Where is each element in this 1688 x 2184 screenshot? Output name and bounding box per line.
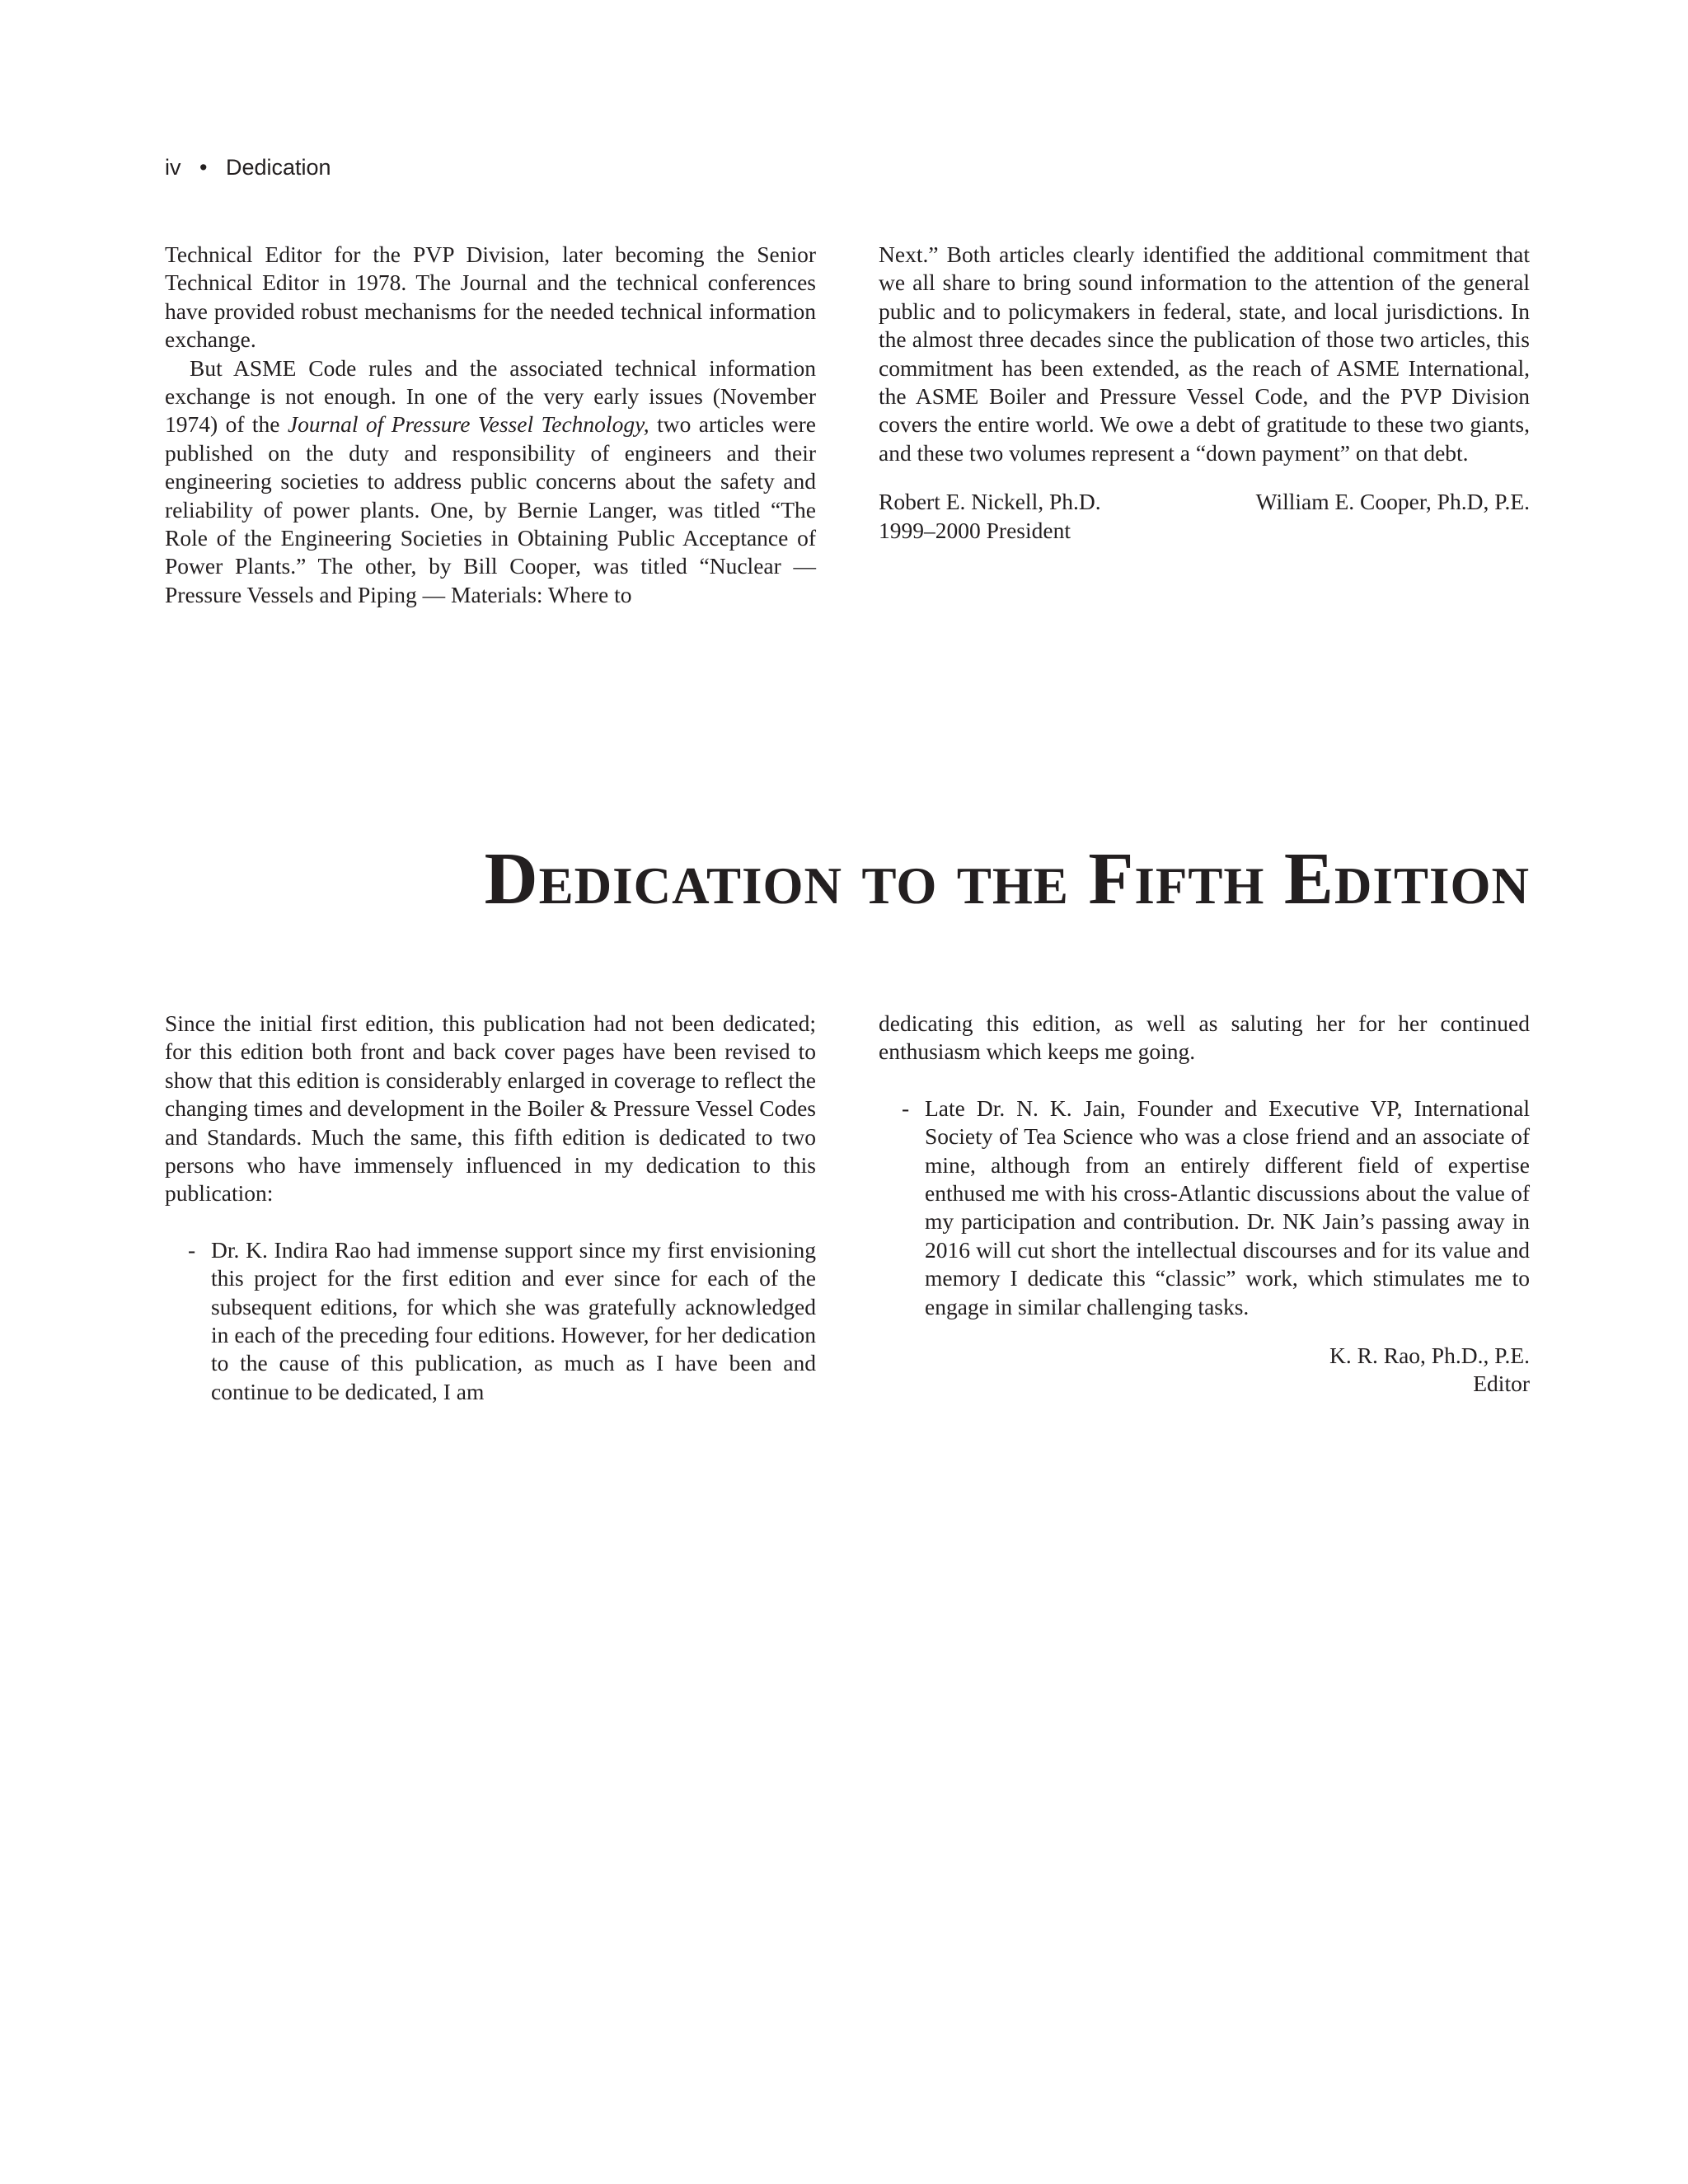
journal-title: Journal of Pressure Vessel Technology,: [287, 411, 649, 438]
signature-nickell: [879, 488, 1101, 545]
list-dash: -: [902, 1094, 910, 1121]
signature-cooper: [1256, 488, 1530, 545]
paragraph: [165, 354, 816, 610]
list-item-text: Dr. K. Indira Rao had immense support since my first envisioning this project for the first edition and ever since for each of the subsequent editions, for which she was gratefully acknowledged in each of the preceding four editions. However, for her dedication to the cause of this publication, as much as I have been and continue to be dedicated, I am: [211, 1236, 816, 1404]
running-head: [165, 153, 331, 181]
signature-name: William E. Cooper, Ph.D, P.E.: [1255, 489, 1530, 515]
signature-name: Robert E. Nickell, Ph.D.: [879, 489, 1101, 515]
list-dash: -: [188, 1236, 196, 1263]
list-item: [902, 1094, 1530, 1321]
bottom-right-column: [879, 1010, 1530, 1399]
top-right-column: [879, 241, 1530, 545]
paragraph-text: two articles were published on the duty and responsibility of engineers and their engineering societies to address public concerns about the safety and reliability of power plants. One, by Bernie Langer, was titled “The Role of the Engineering Societies in Obtaining Public Acceptance of Power Plants.” The other, by Bill Cooper, was titled “Nuclear — Pressure Vessels and Piping — Materials: Where to: [165, 411, 816, 607]
editor-role: Editor: [1473, 1371, 1530, 1397]
top-left-column: [165, 241, 816, 609]
paragraph-text: But ASME Code rules and the associated technical information exchange is not enough. In one of the very early issues (November 1974) of the: [165, 354, 816, 438]
list-item-text: Late Dr. N. K. Jain, Founder and Executive VP, International Society of Tea Science who was a close friend and an associate of mine, although from an entirely different field of expertise enthused me with his cross-Atlantic discussions about the value of my participation and contribution. Dr. NK Jain’s passing away in 2016 will cut short the intellectual discourses and for its value and memory I dedicate this “classic” work, which stimulates me to engage in similar challenging tasks.: [925, 1094, 1530, 1319]
signature-title: 1999–2000 President: [879, 517, 1071, 543]
editor-signature: [879, 1342, 1530, 1399]
section-title: Dedication to the Fifth Edition: [484, 838, 1530, 920]
intro-paragraph: Since the initial first edition, this publication had not been dedicated; for this edition both front and back cover pages have been revised to show that this edition is considerably enlarged in coverage to reflect the changing times and development in the Boiler & Pressure Vessel Codes and Standards. Much the same, this fifth edition is dedicated to two persons who have immensely influenced in my dedication to this publication:: [165, 1010, 816, 1207]
running-head-section: Dedication: [225, 155, 331, 180]
list-item: [188, 1236, 816, 1406]
list-item-continuation: dedicating this edition, as well as saluting her for her continued enthusiasm which keeps me going.: [879, 1010, 1530, 1065]
separator-bullet: •: [199, 155, 208, 180]
editor-name: K. R. Rao, Ph.D., P.E.: [1329, 1343, 1530, 1369]
paragraph: Technical Editor for the PVP Division, later becoming the Senior Technical Editor in 1978. The Journal and the technical conferences have provided robust mechanisms for the needed technical information exchange.: [165, 241, 816, 353]
paragraph: Next.” Both articles clearly identified the additional commitment that we all share to bring sound information to the attention of the general public and to policymakers in federal, state, and local jurisdictions. In the almost three decades since the publication of those two articles, this commitment has been extended, as the reach of ASME International, the ASME Boiler and Pressure Vessel Code, and the PVP Division covers the entire world. We owe a debt of gratitude to these two giants, and these two volumes represent a “down payment” on that debt.: [879, 241, 1530, 466]
page-number: iv: [165, 155, 181, 180]
bottom-left-column: [165, 1010, 816, 1406]
signature-row: [879, 488, 1530, 545]
